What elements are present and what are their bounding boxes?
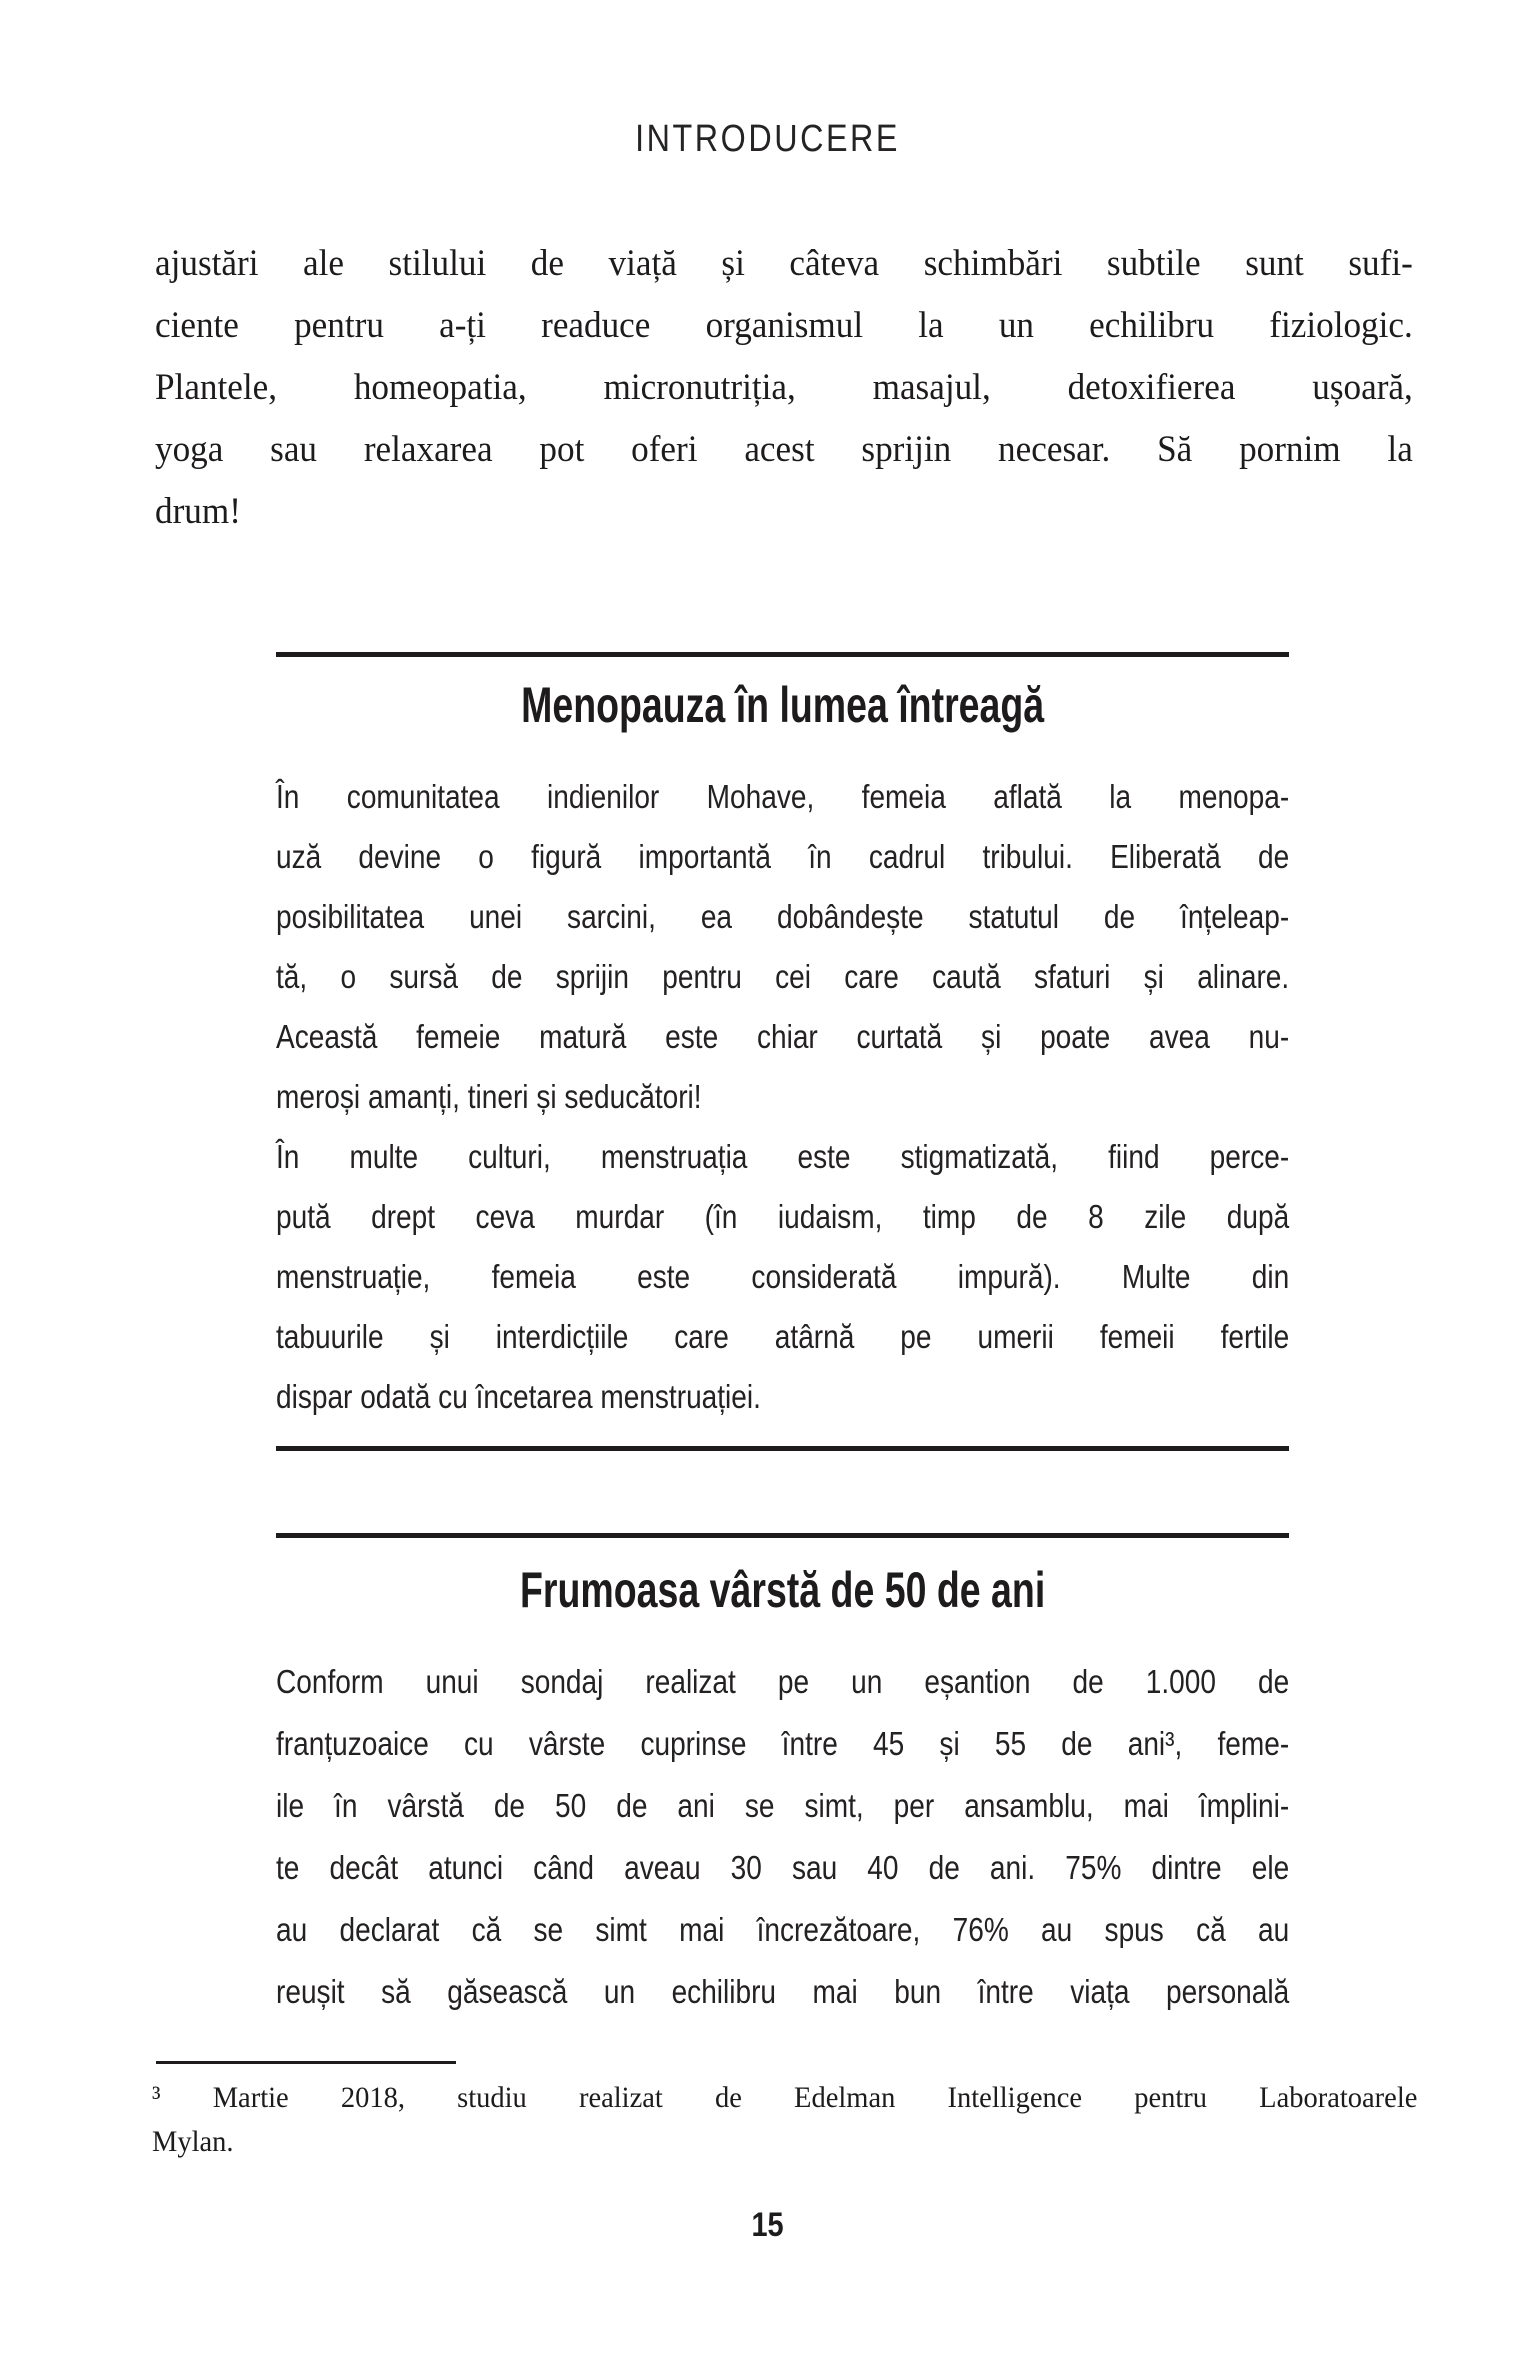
page-number: 15 (751, 2206, 784, 2244)
text-line: te decât atunci când aveau 30 sau 40 de ani. 75% dintre ele (276, 1849, 1290, 1886)
section-1-title-text: Menopauza în lumea întreagă (521, 677, 1045, 733)
text-line: au declarat că se simt mai încrezătoare, 76% au spus că au (276, 1911, 1290, 1948)
text-line: ajustări ale stilului de viață și câteva schimbări subtile sunt sufi- (155, 243, 1413, 284)
text-line: dispar odată cu încetarea menstruației. (276, 1378, 761, 1415)
section-1-body (276, 767, 1289, 1427)
text-line: reușit să găsească un echilibru mai bun între viața personală (276, 1973, 1290, 2010)
section-1-bottom-rule (276, 1446, 1289, 1451)
footnote (152, 2076, 1417, 2164)
section-2-top-rule (276, 1533, 1289, 1538)
intro-paragraph (155, 233, 1413, 543)
text-line: În multe culturi, menstruația este stigmatizată, fiind perce- (276, 1138, 1290, 1175)
text-line: Această femeie matură este chiar curtată și poate avea nu- (276, 1018, 1290, 1055)
section-1-title (276, 678, 1289, 732)
footnote-text (152, 2076, 1417, 2164)
section-2-body (276, 1651, 1289, 2023)
text-line: drum! (155, 491, 241, 532)
text-line: uză devine o figură importantă în cadrul tribului. Eliberată de (276, 838, 1290, 875)
text-line: ciente pentru a-ți readuce organismul la un echilibru fiziologic. (155, 305, 1413, 346)
text-line: ile în vârstă de 50 de ani se simt, per ansamblu, mai împlini- (276, 1787, 1290, 1824)
section-1-top-rule (276, 652, 1289, 657)
footnote-divider (156, 2061, 456, 2064)
text-line: tabuurile și interdicțiile care atârnă pe umerii femeii fertile (276, 1318, 1290, 1355)
intro-paragraph-text (155, 233, 1413, 543)
text-line: În comunitatea indienilor Mohave, femeia aflată la menopa- (276, 778, 1290, 815)
section-1-body-text (276, 767, 1289, 1427)
page-header: INTRODUCERE (635, 118, 901, 160)
section-2-title-text: Frumoasa vârstă de 50 de ani (519, 1562, 1046, 1618)
text-line: menstruație, femeia este considerată impură). Multe din (276, 1258, 1290, 1295)
section-2-body-text (276, 1651, 1289, 2023)
text-line: franțuzoaice cu vârste cuprinse între 45 și 55 de ani³, feme- (276, 1725, 1290, 1762)
text-line: Conform unui sondaj realizat pe un eșantion de 1.000 de (276, 1663, 1290, 1700)
section-2-title (276, 1563, 1289, 1617)
text-line: posibilitatea unei sarcini, ea dobândește statutul de înțeleap- (276, 898, 1290, 935)
text-line: ³ Martie 2018, studiu realizat de Edelman Intelligence pentru Laboratoarele (152, 2081, 1418, 2114)
text-line: meroși amanți, tineri și seducători! (276, 1078, 702, 1115)
text-line: Plantele, homeopatia, micronutriția, masajul, detoxifierea ușoară, (155, 367, 1413, 408)
text-line: pută drept ceva murdar (în iudaism, timp de 8 zile după (276, 1198, 1290, 1235)
text-line: tă, o sursă de sprijin pentru cei care caută sfaturi și alinare. (276, 958, 1290, 995)
text-line: Mylan. (152, 2125, 234, 2158)
text-line: yoga sau relaxarea pot oferi acest sprijin necesar. Să pornim la (155, 429, 1413, 470)
